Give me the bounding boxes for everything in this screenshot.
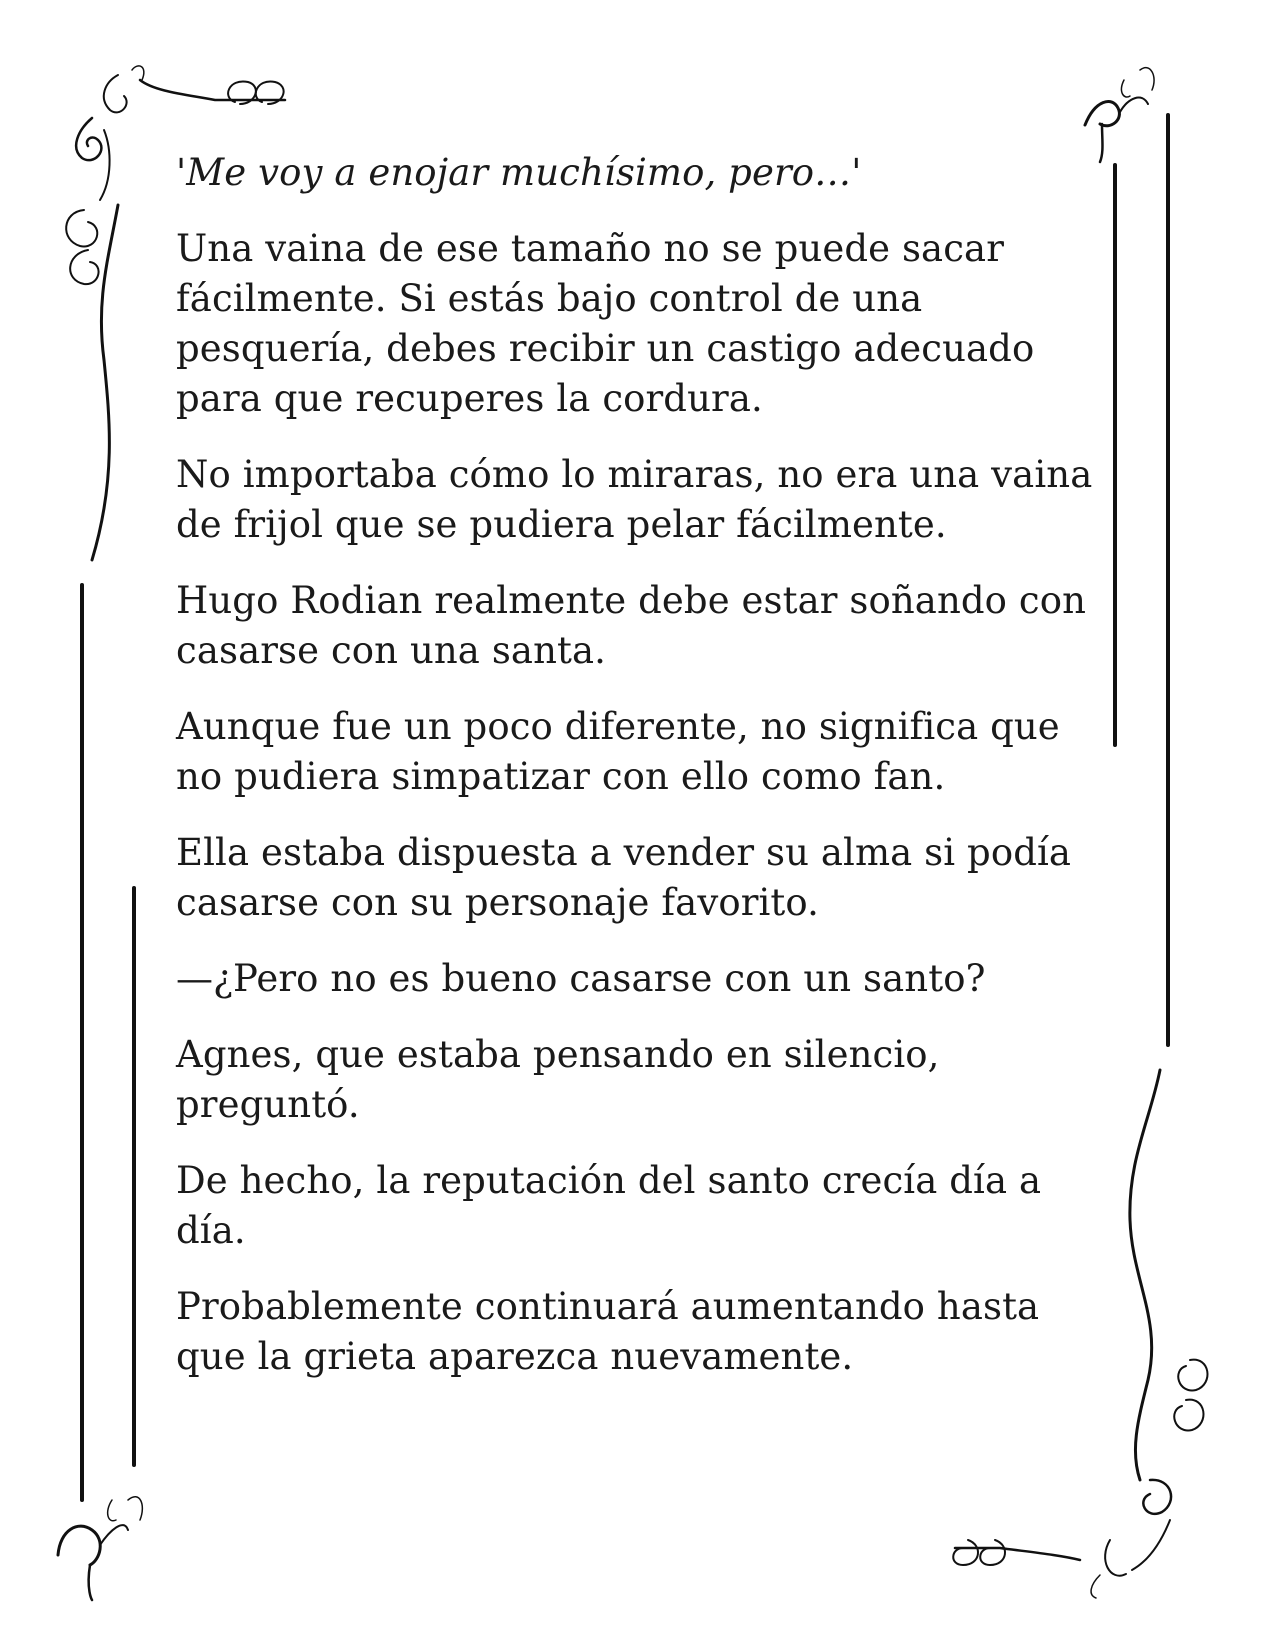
paragraph: Aunque fue un poco diferente, no significa que no pudiera simpatizar con ello como fan. (176, 705, 1060, 798)
paragraph-inner-thought: 'Me voy a enojar muchísimo, pero…' (176, 151, 862, 194)
paragraph-dialogue: —¿Pero no es bueno casarse con un santo? (176, 957, 986, 1000)
paragraph: Agnes, que estaba pensando en silencio, preguntó. (176, 1033, 940, 1126)
paragraph: Hugo Rodian realmente debe estar soñando con casarse con una santa. (176, 579, 1087, 672)
paragraph: De hecho, la reputación del santo crecía día a día. (176, 1159, 1042, 1252)
paragraph: Probablemente continuará aumentando hasta que la grieta aparezca nuevamente. (176, 1285, 1040, 1378)
paragraph: No importaba cómo lo miraras, no era una vaina de frijol que se pudiera pelar fácilmente. (176, 453, 1093, 546)
document-body (176, 148, 1106, 1408)
paragraph: Una vaina de ese tamaño no se puede sacar fácilmente. Si estás bajo control de una pesquería, debes recibir un castigo adecuado para que recuperes la cordura. (176, 227, 1035, 420)
corner-flourish-bottom-left (58, 1497, 142, 1600)
paragraph: Ella estaba dispuesta a vender su alma si podía casarse con su personaje favorito. (176, 831, 1072, 924)
